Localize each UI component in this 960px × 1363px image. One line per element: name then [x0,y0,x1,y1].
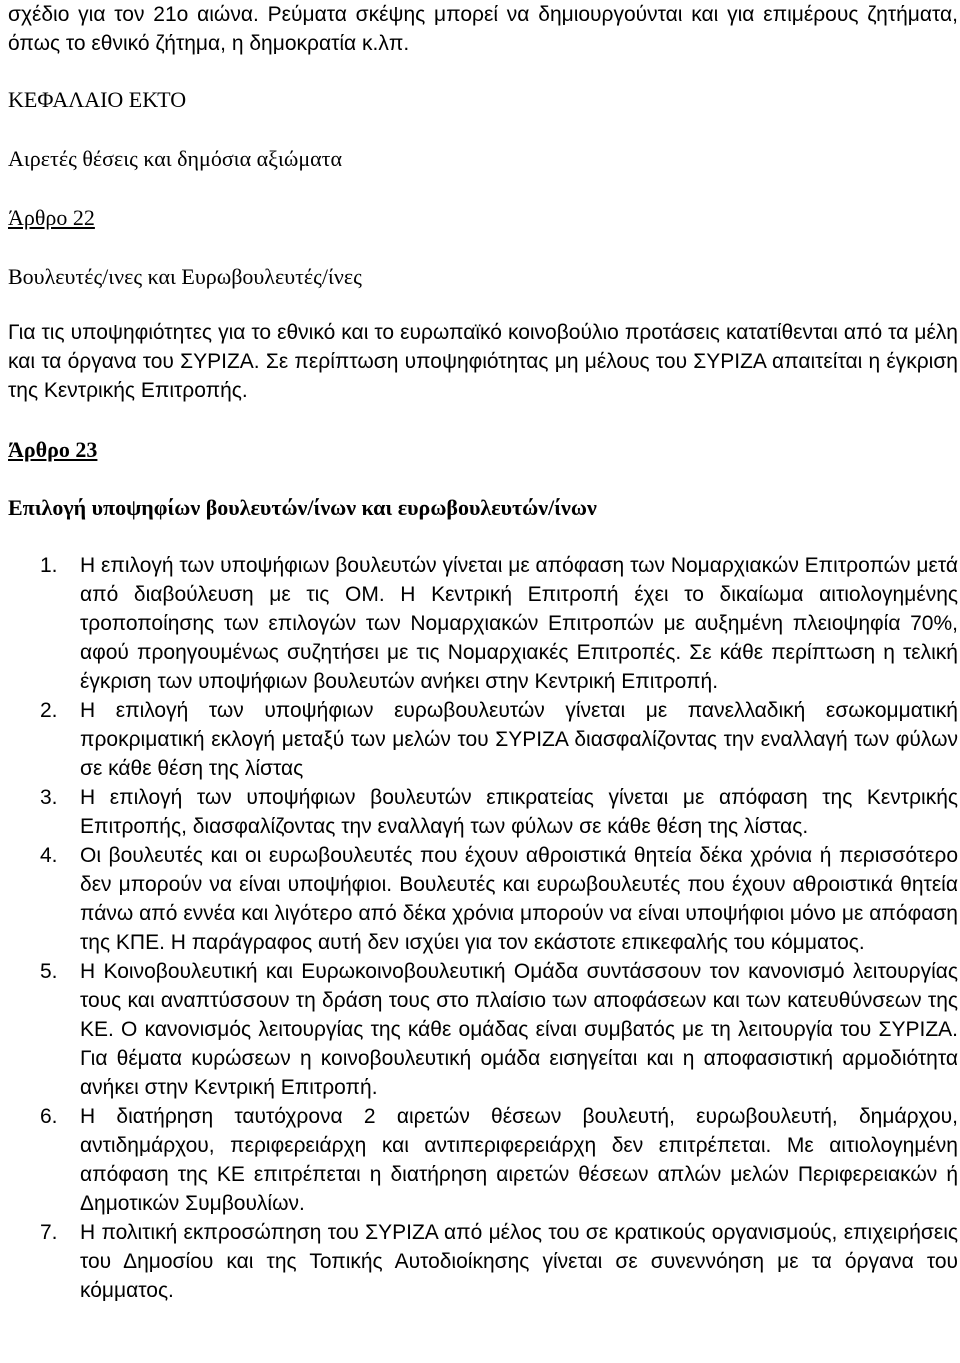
list-item-number: 1. [40,554,58,577]
list-item-text: Η επιλογή των υποψήφιων βουλευτών γίνεται με απόφαση των Νομαρχιακών Επιτροπών μετά από διαβούλευση με τις ΟΜ. Η Κεντρική Επιτροπή έχει το δικαίωμα αιτιολογημένης τροποποίησης των επιλογών των Νομαρχιακών Επιτροπών με αυξημένη πλειοψηφία 70%, αφού προηγουμένως συζητήσει με τις Νομαρχιακές Επιτροπές. Σε κάθε περίπτωση η τελική έγκριση των υποψήφιων βουλευτών ανήκει στην Κεντρική Επιτροπή. [80,554,958,693]
list-item [0,551,958,696]
list-item-text: Η επιλογή των υποψήφιων βουλευτών επικρατείας γίνεται με απόφαση της Κεντρικής Επιτροπής, διασφαλίζοντας την εναλλαγή των φύλων σε κάθε θέση της λίστας. [80,786,958,838]
article-22-text: Για τις υποψηφιότητες για το εθνικό και το ευρωπαϊκό κοινοβούλιο προτάσεις κατατίθενται από τα μέλη και τα όργανα του ΣΥΡΙΖΑ. Σε περίπτωση υποψηφιότητας μη μέλους του ΣΥΡΙΖΑ απαιτείται η έγκριση της Κεντρικής Επιτροπής. [8,321,958,402]
list-item-number: 7. [40,1221,58,1244]
chapter-subtitle: Αιρετές θέσεις και δημόσια αξιώματα [8,146,343,171]
article-22-heading: Άρθρο 22 [8,205,95,230]
list-item [0,783,958,841]
intro-paragraph: σχέδιο για τον 21ο αιώνα. Ρεύματα σκέψης μπορεί να δημιουργούνται και για επιμέρους ζητήματα, όπως το εθνικό ζήτημα, η δημοκρατία κ.λπ. [8,3,958,55]
list-item [0,841,958,957]
chapter-title: ΚΕΦΑΛΑΙΟ ΕΚΤΟ [8,87,187,112]
list-item [0,1102,958,1218]
article-23-heading: Άρθρο 23 [8,437,98,462]
article-23-title: Επιλογή υποψηφίων βουλευτών/ίνων και ευρωβουλευτών/ίνων [8,495,597,520]
list-item-number: 4. [40,844,58,867]
list-item-number: 2. [40,699,58,722]
list-item [0,696,958,783]
list-item-number: 6. [40,1105,58,1128]
list-item-number: 5. [40,960,58,983]
list-item-text: Η Κοινοβουλευτική και Ευρωκοινοβουλευτική Ομάδα συντάσσουν τον κανονισμό λειτουργίας τους και αναπτύσσουν τη δράση τους στο πλαίσιο των αποφάσεων και των κατευθύνσεων της ΚΕ. Ο κανονισμός λειτουργίας της κάθε ομάδας είναι συμβατός με τη λειτουργία του ΣΥΡΙΖΑ. Για θέματα κυρώσεων η κοινοβουλευτική ομάδα εισηγείται και η αποφασιστική αρμοδιότητα ανήκει στην Κεντρική Επιτροπή. [80,960,958,1099]
list-item [0,957,958,1102]
list-item [0,1218,958,1305]
list-item-number: 3. [40,786,58,809]
list-item-text: Η διατήρηση ταυτόχρονα 2 αιρετών θέσεων βουλευτή, ευρωβουλευτή, δημάρχου, αντιδημάρχου, περιφερειάρχη και αντιπεριφερειάρχη δεν επιτρέπεται. Με αιτιολογημένη απόφαση της ΚΕ επιτρέπεται η διατήρηση αιρετών θέσεων απλών μελών Περιφερειακών ή Δημοτικών Συμβουλίων. [80,1105,958,1215]
article-23-list [0,551,960,1305]
list-item-text: Η επιλογή των υποψήφιων ευρωβουλευτών γίνεται με πανελλαδική εσωκομματική προκριματική εκλογή μεταξύ των μελών του ΣΥΡΙΖΑ διασφαλίζοντας την εναλλαγή των φύλων σε κάθε θέση της λίστας [80,699,958,780]
list-item-text: Η πολιτική εκπροσώπηση του ΣΥΡΙΖΑ από μέλος του σε κρατικούς οργανισμούς, επιχειρήσεις του Δημοσίου και της Τοπικής Αυτοδιοίκησης γίνεται σε συνεννόηση με τα όργανα του κόμματος. [80,1221,958,1302]
article-22-title: Βουλευτές/ινες και Ευρωβουλευτές/ίνες [8,264,362,289]
list-item-text: Οι βουλευτές και οι ευρωβουλευτές που έχουν αθροιστικά θητεία δέκα χρόνια ή περισσότερο δεν μπορούν να είναι υποψήφιοι. Βουλευτές και ευρωβουλευτές που έχουν αθροιστικά θητεία πάνω από εννέα και λιγότερο από δέκα χρόνια μπορούν να είναι υποψήφιοι μόνο με απόφαση της ΚΠΕ. Η παράγραφος αυτή δεν ισχύει για τον εκάστοτε επικεφαλής του κόμματος. [80,844,958,954]
